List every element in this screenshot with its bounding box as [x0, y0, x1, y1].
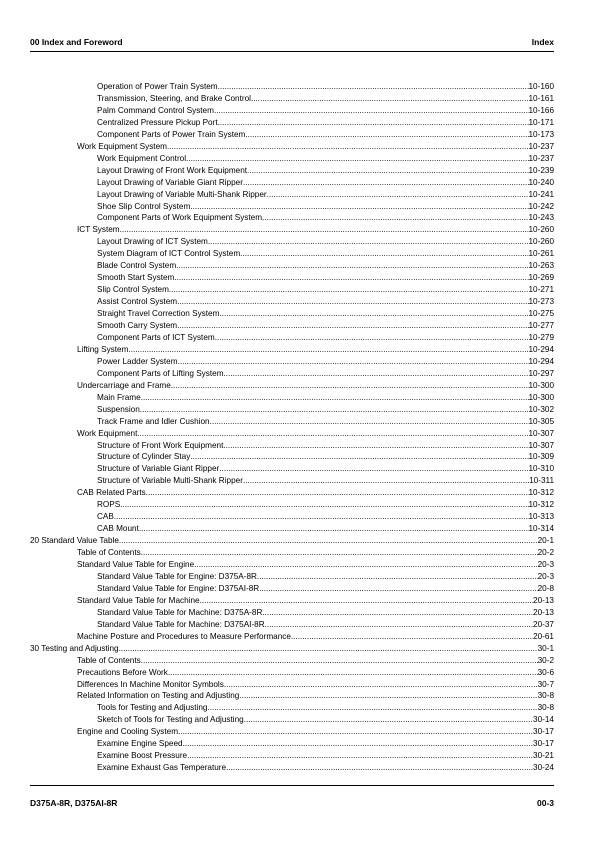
toc-entry-title: 20 Standard Value Table [30, 536, 119, 546]
toc-entry-title: Component Parts of Lifting System [97, 368, 224, 378]
toc-leader-dots [218, 117, 529, 128]
toc-leader-dots [174, 272, 528, 283]
toc-leader-dots [169, 284, 529, 295]
toc-entry-title: Slip Control System [97, 285, 169, 295]
toc-entry[interactable] [97, 750, 554, 761]
toc-leader-dots [257, 571, 538, 582]
toc-leader-dots [200, 595, 533, 606]
footer-model-name: D375A-8R, D375AI-8R [30, 798, 118, 808]
toc-entry-title: Machine Posture and Procedures to Measure Performance [77, 631, 291, 641]
toc-entry-page: 10-243 [528, 213, 554, 223]
toc-entry-page: 30-8 [537, 703, 554, 713]
toc-entry[interactable] [97, 368, 554, 379]
toc-entry-page: 20-3 [537, 560, 554, 569]
toc-entry[interactable] [77, 487, 554, 498]
toc-entry-page: 10-173 [528, 129, 554, 139]
toc-entry[interactable] [77, 690, 554, 701]
toc-leader-dots [139, 523, 529, 534]
toc-entry-page: 10-171 [528, 117, 554, 127]
toc-entry-title: Examine Engine Speed [97, 739, 183, 749]
toc-entry[interactable] [97, 738, 554, 749]
toc-entry[interactable] [97, 153, 554, 164]
toc-entry[interactable] [97, 440, 554, 451]
toc-entry-page: 20-3 [537, 571, 554, 581]
toc-leader-dots [178, 356, 529, 367]
toc-entry-page: 30-7 [537, 679, 554, 689]
toc-entry[interactable] [97, 308, 554, 319]
toc-entry-page: 10-240 [528, 177, 554, 187]
toc-leader-dots [215, 332, 529, 343]
toc-entry-title: Structure of Variable Giant Ripper [97, 464, 220, 474]
toc-leader-dots [167, 141, 529, 152]
toc-entry-page: 10-307 [528, 440, 554, 450]
header-section-title: 00 Index and Foreword [30, 37, 123, 47]
toc-entry-page: 10-302 [528, 404, 554, 414]
toc-entry[interactable] [97, 272, 554, 283]
toc-entry-title: 30 Testing and Adjusting [30, 643, 119, 653]
toc-entry-title: Layout Drawing of Variable Giant Ripper [97, 177, 243, 187]
toc-leader-dots [114, 511, 529, 522]
toc-leader-dots [194, 559, 537, 570]
toc-entry[interactable] [97, 499, 554, 510]
toc-entry-page: 10-260 [528, 237, 554, 247]
toc-entry-title: ROPS [97, 500, 121, 510]
toc-entry[interactable] [97, 523, 554, 534]
toc-entry-title: Precautions Before Work [77, 667, 168, 677]
toc-entry-page: 10-294 [528, 344, 554, 354]
toc-entry-title: Examine Exhaust Gas Temperature [97, 763, 227, 773]
toc-entry-page: 20-13 [533, 595, 554, 605]
toc-entry[interactable] [77, 224, 554, 235]
toc-leader-dots [190, 451, 528, 462]
toc-leader-dots [262, 212, 528, 223]
toc-entry-page: 10-279 [528, 332, 554, 342]
toc-entry-title: Layout Drawing of ICT System [97, 237, 208, 247]
toc-entry[interactable] [97, 93, 554, 104]
toc-leader-dots [224, 679, 538, 690]
toc-entry[interactable] [97, 619, 554, 630]
toc-entry-title: Undercarriage and Frame [77, 380, 171, 390]
toc-leader-dots [141, 547, 538, 558]
toc-leader-dots [265, 619, 533, 630]
toc-entry[interactable] [77, 655, 554, 666]
toc-entry[interactable] [97, 404, 554, 415]
toc-entry-page: 30-6 [537, 667, 554, 677]
toc-entry[interactable] [97, 117, 554, 128]
toc-leader-dots [262, 607, 533, 618]
toc-entry[interactable] [77, 344, 554, 355]
toc-leader-dots [190, 201, 528, 212]
toc-entry-title: Tools for Testing and Adjusting [97, 703, 208, 713]
toc-entry-page: 20-37 [533, 619, 554, 629]
toc-leader-dots [120, 224, 529, 235]
toc-entry-title: Work Equipment [77, 428, 138, 438]
toc-entry-page: 30-14 [533, 715, 554, 725]
toc-entry-page: 10-311 [529, 476, 554, 486]
toc-entry-page: 10-297 [528, 368, 554, 378]
toc-entry-title: Shoe Slip Control System [97, 201, 191, 211]
toc-entry-page: 20-2 [537, 548, 554, 558]
toc-entry-page: 10-294 [528, 356, 554, 366]
toc-entry[interactable] [97, 296, 554, 307]
toc-entry-title: Smooth Carry System [97, 321, 178, 330]
toc-entry-page: 10-263 [528, 261, 554, 271]
toc-leader-dots [137, 428, 528, 439]
toc-entry-title: Engine and Cooling System [77, 727, 179, 737]
toc-entry[interactable] [77, 547, 554, 558]
toc-leader-dots [207, 702, 537, 713]
toc-leader-dots [171, 380, 529, 391]
toc-entry-page: 10-310 [528, 464, 554, 474]
toc-entry[interactable] [97, 451, 554, 462]
toc-entry-title: Centralized Pressure Pickup Port [97, 117, 218, 127]
toc-entry-page: 10-160 [528, 82, 554, 91]
toc-entry-page: 10-300 [528, 392, 554, 402]
toc-leader-dots [267, 189, 529, 200]
toc-entry-page: 10-314 [528, 524, 554, 534]
toc-leader-dots [120, 499, 528, 510]
toc-entry-page: 10-161 [528, 93, 554, 103]
toc-entry-page: 10-237 [528, 153, 554, 163]
toc-entry-page: 10-239 [528, 165, 554, 175]
footer-rule [30, 785, 554, 786]
toc-leader-dots [243, 177, 529, 188]
toc-leader-dots [239, 690, 537, 701]
toc-entry-title: Lifting System [77, 344, 129, 354]
toc-leader-dots [243, 475, 529, 486]
toc-entry[interactable] [97, 571, 554, 582]
toc-entry-title: Standard Value Table for Engine [77, 560, 195, 569]
toc-leader-dots [119, 643, 538, 654]
footer-page-number: 00-3 [536, 798, 554, 808]
toc-entry[interactable] [97, 463, 554, 474]
toc-entry-title: Palm Command Control System [97, 105, 214, 115]
toc-entry-title: Main Frame [97, 392, 141, 402]
toc-leader-dots [177, 296, 528, 307]
toc-leader-dots [141, 392, 529, 403]
toc-entry-page: 30-8 [537, 691, 554, 701]
toc-entry-page: 10-275 [528, 309, 554, 319]
toc-entry-title: Power Ladder System [97, 356, 178, 366]
toc-entry-title: Assist Control System [97, 297, 178, 307]
toc-entry-title: Suspension [97, 404, 140, 414]
toc-entry-title: Structure of Cylinder Stay [97, 452, 191, 462]
toc-leader-dots [244, 714, 533, 725]
toc-entry-title: Component Parts of Power Train System [97, 129, 246, 139]
toc-entry[interactable] [30, 643, 554, 654]
toc-entry[interactable] [77, 141, 554, 152]
toc-leader-dots [186, 153, 528, 164]
toc-leader-dots [219, 463, 528, 474]
toc-leader-dots [146, 487, 529, 498]
toc-entry-title: CAB Related Parts [77, 488, 146, 498]
toc-entry[interactable] [97, 762, 554, 773]
toc-entry[interactable] [97, 320, 554, 331]
toc-entry[interactable] [97, 248, 554, 259]
toc-entry[interactable] [97, 81, 554, 92]
toc-entry[interactable] [77, 428, 554, 439]
toc-entry-title: Component Parts of ICT System [97, 332, 215, 342]
toc-leader-dots [214, 105, 529, 116]
toc-entry[interactable] [77, 380, 554, 391]
toc-entry-page: 10-313 [528, 512, 554, 522]
toc-entry-title: Straight Travel Correction System [97, 309, 220, 319]
toc-entry-page: 10-300 [528, 380, 554, 390]
toc-leader-dots [240, 248, 528, 259]
toc-entry[interactable] [97, 511, 554, 522]
toc-entry-title: Track Frame and Idler Cushion [97, 416, 210, 426]
toc-entry[interactable] [77, 667, 554, 678]
toc-leader-dots [223, 440, 528, 451]
toc-leader-dots [178, 726, 533, 737]
toc-entry-title: Standard Value Table for Machine [77, 595, 200, 605]
toc-entry-title: Layout Drawing of Front Work Equipment [97, 165, 248, 175]
toc-entry-page: 10-166 [528, 105, 554, 115]
toc-entry-title: Layout Drawing of Variable Multi-Shank Ripper [97, 189, 267, 199]
toc-entry-title: Transmission, Steering, and Brake Control [97, 93, 251, 103]
toc-entry[interactable] [97, 212, 554, 223]
toc-entry-page: 30-21 [533, 751, 554, 761]
toc-entry[interactable] [97, 714, 554, 725]
toc-leader-dots [141, 655, 538, 666]
toc-entry[interactable] [30, 535, 554, 546]
toc-entry-title: Table of Contents [77, 655, 141, 665]
toc-entry-title: Operation of Power Train System [97, 82, 218, 91]
toc-leader-dots [210, 416, 529, 427]
toc-entry[interactable] [97, 607, 554, 618]
toc-entry[interactable] [97, 332, 554, 343]
toc-entry-page: 10-309 [528, 452, 554, 462]
toc-entry-page: 10-312 [528, 488, 554, 498]
header-chapter-name: Index [531, 37, 554, 47]
toc-entry-title: ICT System [77, 225, 120, 235]
toc-leader-dots [251, 93, 529, 104]
toc-entry-title: Work Equipment Control [97, 153, 187, 163]
toc-entry[interactable] [97, 201, 554, 212]
toc-entry-title: Structure of Front Work Equipment [97, 440, 224, 450]
toc-entry-title: CAB Mount [97, 524, 139, 534]
toc-entry-page: 10-269 [528, 273, 554, 283]
toc-leader-dots [140, 404, 529, 415]
toc-entry[interactable] [97, 392, 554, 403]
toc-entry[interactable] [97, 236, 554, 247]
toc-entry-title: Structure of Variable Multi-Shank Ripper [97, 476, 243, 486]
page-footer [30, 798, 554, 810]
toc-leader-dots [247, 165, 528, 176]
toc-entry-page: 10-237 [528, 141, 554, 151]
toc-entry-page: 30-2 [537, 655, 554, 665]
toc-entry-title: Related Information on Testing and Adjusting [77, 691, 240, 701]
toc-entry[interactable] [97, 189, 554, 200]
toc-entry-page: 10-260 [528, 225, 554, 235]
toc-entry-page: 10-312 [528, 500, 554, 510]
toc-entry-title: Sketch of Tools for Testing and Adjusting [97, 715, 244, 725]
toc-entry[interactable] [97, 105, 554, 116]
toc-leader-dots [208, 236, 529, 247]
toc-entry[interactable] [77, 726, 554, 737]
toc-entry-title: Standard Value Table for Machine: D375AI-8R [97, 619, 265, 629]
toc-leader-dots [226, 762, 533, 773]
toc-entry-page: 20-13 [533, 607, 554, 617]
toc-entry-title: Table of Contents [77, 548, 141, 558]
toc-entry-title: Work Equipment System [77, 141, 167, 151]
toc-entry[interactable] [97, 475, 554, 486]
toc-entry[interactable] [77, 679, 554, 690]
toc-entry-title: System Diagram of ICT Control System [97, 249, 241, 259]
toc-entry[interactable] [97, 260, 554, 271]
toc-entry[interactable] [97, 416, 554, 427]
toc-entry-page: 30-1 [537, 643, 554, 653]
header-rule [30, 51, 554, 52]
toc-leader-dots [245, 129, 528, 140]
toc-entry-title: Examine Boost Pressure [97, 751, 188, 761]
toc-entry-title: CAB [97, 512, 114, 522]
toc-entry-page: 30-24 [533, 763, 554, 773]
toc-entry-page: 10-242 [528, 201, 554, 211]
toc-entry-page: 10-261 [528, 249, 554, 259]
toc-entry[interactable] [97, 702, 554, 713]
toc-entry[interactable] [97, 284, 554, 295]
toc-entry-page: 10-271 [528, 285, 554, 295]
toc-leader-dots [119, 535, 538, 546]
toc-leader-dots [183, 738, 533, 749]
toc-leader-dots [176, 260, 528, 271]
toc-leader-dots [177, 320, 528, 331]
toc-entry-page: 10-241 [528, 189, 554, 199]
toc-entry-title: Blade Control System [97, 261, 177, 271]
toc-leader-dots [187, 750, 533, 761]
toc-leader-dots [259, 583, 537, 594]
toc-leader-dots [168, 667, 538, 678]
toc-entry[interactable] [97, 177, 554, 188]
toc-leader-dots [291, 631, 533, 642]
toc-leader-dots [128, 344, 528, 355]
toc-entry[interactable] [97, 583, 554, 594]
toc-entry[interactable] [97, 165, 554, 176]
toc-entry-page: 10-277 [528, 321, 554, 330]
toc-entry-title: Standard Value Table for Machine: D375A-8R [97, 607, 263, 617]
toc-entry-page: 10-273 [528, 297, 554, 307]
toc-entry-page: 10-305 [528, 416, 554, 426]
toc-entry-page: 30-17 [533, 727, 554, 737]
toc-entry-title: Standard Value Table for Engine: D375A-8R [97, 571, 257, 581]
toc-entry[interactable] [77, 559, 554, 570]
toc-entry-title: Differences In Machine Monitor Symbols [77, 679, 224, 689]
toc-entry[interactable] [97, 129, 554, 140]
toc-entry-page: 30-17 [533, 739, 554, 749]
toc-leader-dots [218, 81, 529, 92]
toc-leader-dots [224, 368, 529, 379]
toc-entry-page: 20-1 [537, 536, 554, 546]
page-header [30, 37, 554, 50]
toc-entry-page: 10-307 [528, 428, 554, 438]
toc-entry[interactable] [77, 595, 554, 606]
toc-entry-page: 20-61 [533, 631, 554, 641]
toc-leader-dots [219, 308, 528, 319]
toc-entry[interactable] [77, 631, 554, 642]
toc-entry-title: Smooth Start System [97, 273, 175, 283]
toc-entry-title: Component Parts of Work Equipment System [97, 213, 263, 223]
toc-entry[interactable] [97, 356, 554, 367]
toc-entry-page: 20-8 [537, 583, 554, 593]
toc-entry-title: Standard Value Table for Engine: D375AI-8R [97, 583, 260, 593]
